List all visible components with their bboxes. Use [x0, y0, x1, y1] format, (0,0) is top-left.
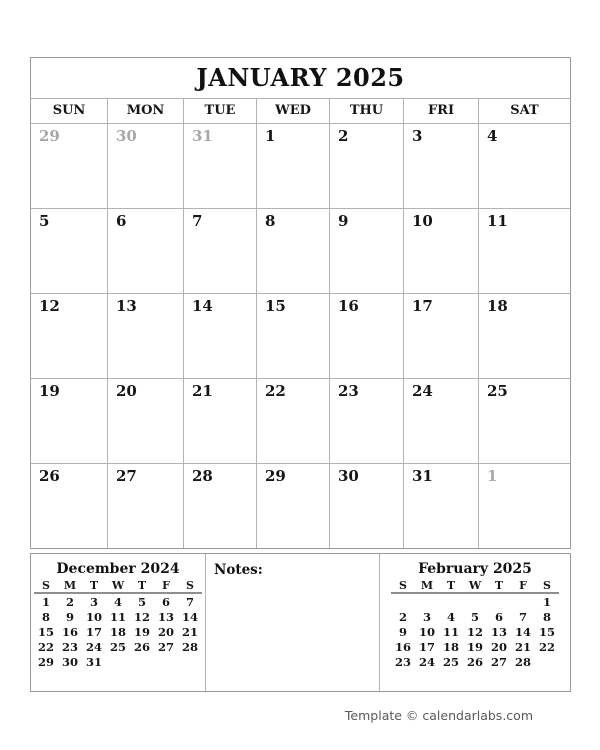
day-cell: 21 — [183, 379, 256, 463]
mini-day-cell: 6 — [161, 594, 170, 609]
mini-day-cell: 19 — [466, 639, 483, 654]
day-cell: 4 — [478, 124, 570, 208]
weekday-header-row — [31, 99, 570, 124]
week-row — [31, 379, 570, 464]
mini-day-cell: 24 — [418, 654, 435, 669]
mini-day-cell: 9 — [65, 609, 74, 624]
day-cell: 8 — [256, 209, 329, 293]
mini-day-cell: 21 — [514, 639, 531, 654]
mini-day-cell-empty — [535, 654, 559, 669]
mini-calendar-title: December 2024 — [56, 561, 180, 577]
mini-day-cell: 5 — [470, 609, 479, 624]
mini-week-row — [391, 593, 559, 609]
mini-day-cell-empty — [391, 593, 415, 609]
mini-day-cell: 7 — [185, 594, 194, 609]
mini-day-cell: 5 — [137, 594, 146, 609]
mini-weekday-letter: M — [58, 578, 82, 593]
day-cell-adjacent-month: 29 — [39, 127, 60, 145]
day-cell: 11 — [478, 209, 570, 293]
mini-day-cell: 3 — [89, 594, 98, 609]
mini-day-cell: 8 — [41, 609, 50, 624]
mini-day-cell: 2 — [398, 609, 407, 624]
mini-day-cell: 12 — [466, 624, 483, 639]
mini-day-cell: 15 — [37, 624, 54, 639]
day-cell: 18 — [478, 294, 570, 378]
day-cell: 3 — [403, 124, 478, 208]
day-cell: 13 — [107, 294, 183, 378]
mini-week-row — [34, 654, 202, 669]
mini-day-cell: 10 — [418, 624, 435, 639]
mini-weekday-letter: F — [154, 578, 178, 593]
mini-day-cell: 1 — [542, 594, 551, 609]
footer-credit: Template © calendarlabs.com — [344, 708, 533, 723]
mini-day-cell: 19 — [133, 624, 150, 639]
mini-week-row — [391, 639, 559, 654]
mini-day-cell: 13 — [490, 624, 507, 639]
day-cell: 1 — [256, 124, 329, 208]
mini-day-cell: 16 — [61, 624, 78, 639]
mini-day-cell: 15 — [538, 624, 555, 639]
month-calendar-january-2025 — [30, 57, 571, 549]
weekday-header: SUN — [52, 103, 86, 118]
mini-weekday-header-row — [34, 578, 202, 593]
weekday-header: TUE — [183, 99, 256, 123]
mini-day-cell: 22 — [538, 639, 555, 654]
mini-day-cell-empty — [463, 593, 487, 609]
day-cell: 25 — [478, 379, 570, 463]
day-cell: 23 — [329, 379, 403, 463]
mini-week-row — [391, 654, 559, 669]
mini-day-cell-empty — [154, 654, 178, 669]
day-cell: 30 — [329, 464, 403, 548]
day-cell: 24 — [403, 379, 478, 463]
mini-week-row — [34, 609, 202, 624]
notes-cell — [205, 554, 379, 691]
mini-day-cell: 3 — [422, 609, 431, 624]
mini-day-cell: 23 — [61, 639, 78, 654]
mini-day-cell: 20 — [490, 639, 507, 654]
mini-weekday-letter: S — [178, 578, 202, 593]
day-cell: 12 — [39, 297, 60, 315]
day-cell: 9 — [329, 209, 403, 293]
mini-day-cell-empty — [511, 593, 535, 609]
mini-day-cell: 6 — [494, 609, 503, 624]
mini-day-cell-empty — [415, 593, 439, 609]
mini-day-cell: 29 — [37, 654, 54, 669]
mini-day-cell: 18 — [109, 624, 126, 639]
day-cell: 31 — [403, 464, 478, 548]
mini-day-cell: 4 — [113, 594, 122, 609]
mini-day-cell-empty — [106, 654, 130, 669]
mini-day-cell-empty — [130, 654, 154, 669]
weekday-header: THU — [329, 99, 403, 123]
weekday-header: MON — [107, 99, 183, 123]
mini-day-cell: 21 — [181, 624, 198, 639]
mini-calendar-grid — [391, 578, 559, 669]
mini-day-cell-empty — [178, 654, 202, 669]
mini-day-cell: 24 — [85, 639, 102, 654]
day-cell: 28 — [183, 464, 256, 548]
mini-weekday-letter: S — [535, 578, 559, 593]
mini-day-cell: 26 — [466, 654, 483, 669]
mini-day-cell: 17 — [85, 624, 102, 639]
mini-day-cell: 18 — [442, 639, 459, 654]
mini-week-row — [34, 593, 202, 609]
day-cell: 15 — [256, 294, 329, 378]
mini-day-cell: 28 — [181, 639, 198, 654]
mini-day-cell-empty — [439, 593, 463, 609]
mini-week-row — [391, 609, 559, 624]
mini-day-cell: 14 — [181, 609, 198, 624]
mini-day-cell: 30 — [61, 654, 78, 669]
day-cell: 22 — [256, 379, 329, 463]
day-cell: 14 — [183, 294, 256, 378]
week-row — [31, 124, 570, 209]
mini-day-cell: 8 — [542, 609, 551, 624]
mini-calendar-title: February 2025 — [418, 561, 532, 577]
mini-weekday-letter: F — [511, 578, 535, 593]
mini-day-cell: 25 — [109, 639, 126, 654]
day-cell: 7 — [183, 209, 256, 293]
mini-weekday-letter: W — [106, 578, 130, 593]
mini-weekday-letter: S — [34, 578, 58, 593]
mini-week-row — [34, 624, 202, 639]
mini-weekday-letter: T — [439, 578, 463, 593]
day-cell-adjacent-month: 31 — [183, 124, 256, 208]
mini-day-cell: 22 — [37, 639, 54, 654]
mini-day-cell: 16 — [394, 639, 411, 654]
day-cell: 26 — [39, 467, 60, 485]
mini-day-cell: 2 — [65, 594, 74, 609]
mini-week-row — [391, 624, 559, 639]
week-row — [31, 209, 570, 294]
mini-day-cell: 27 — [157, 639, 174, 654]
day-cell: 16 — [329, 294, 403, 378]
weekday-header: FRI — [403, 99, 478, 123]
mini-day-cell: 20 — [157, 624, 174, 639]
day-cell-adjacent-month: 1 — [478, 464, 570, 548]
day-cell: 5 — [39, 212, 50, 230]
day-cell: 17 — [403, 294, 478, 378]
mini-day-cell: 14 — [514, 624, 531, 639]
mini-day-cell: 28 — [514, 654, 531, 669]
mini-weekday-header-row — [391, 578, 559, 593]
mini-weekday-letter: S — [391, 578, 415, 593]
week-row — [31, 294, 570, 379]
mini-day-cell-empty — [487, 593, 511, 609]
day-cell: 29 — [256, 464, 329, 548]
weekday-header: SAT — [478, 99, 570, 123]
mini-week-row — [34, 639, 202, 654]
mini-calendar-february-2025 — [379, 554, 570, 691]
mini-day-cell: 11 — [109, 609, 126, 624]
day-cell: 10 — [403, 209, 478, 293]
mini-day-cell: 10 — [85, 609, 102, 624]
mini-day-cell: 9 — [398, 624, 407, 639]
mini-calendar-grid — [34, 578, 202, 669]
mini-day-cell: 11 — [442, 624, 459, 639]
mini-day-cell: 25 — [442, 654, 459, 669]
day-cell: 20 — [107, 379, 183, 463]
mini-day-cell: 1 — [41, 594, 50, 609]
weekday-header: WED — [256, 99, 329, 123]
main-grid-weeks — [31, 124, 570, 548]
notes-label: Notes: — [214, 562, 263, 578]
mini-day-cell: 23 — [394, 654, 411, 669]
day-cell: 19 — [39, 382, 60, 400]
week-row — [31, 464, 570, 548]
day-cell: 2 — [329, 124, 403, 208]
mini-day-cell: 26 — [133, 639, 150, 654]
mini-weekday-letter: T — [487, 578, 511, 593]
mini-weekday-letter: T — [82, 578, 106, 593]
bottom-panel — [30, 553, 571, 692]
calendar-month-title: JANUARY 2025 — [31, 58, 570, 99]
mini-day-cell: 17 — [418, 639, 435, 654]
mini-day-cell: 4 — [446, 609, 455, 624]
mini-day-cell: 7 — [518, 609, 527, 624]
mini-weekday-letter: M — [415, 578, 439, 593]
mini-weekday-letter: W — [463, 578, 487, 593]
mini-day-cell: 31 — [85, 654, 102, 669]
mini-day-cell: 27 — [490, 654, 507, 669]
day-cell: 6 — [107, 209, 183, 293]
mini-day-cell: 12 — [133, 609, 150, 624]
mini-day-cell: 13 — [157, 609, 174, 624]
mini-weekday-letter: T — [130, 578, 154, 593]
day-cell-adjacent-month: 30 — [107, 124, 183, 208]
mini-calendar-december-2024 — [31, 554, 205, 691]
day-cell: 27 — [107, 464, 183, 548]
